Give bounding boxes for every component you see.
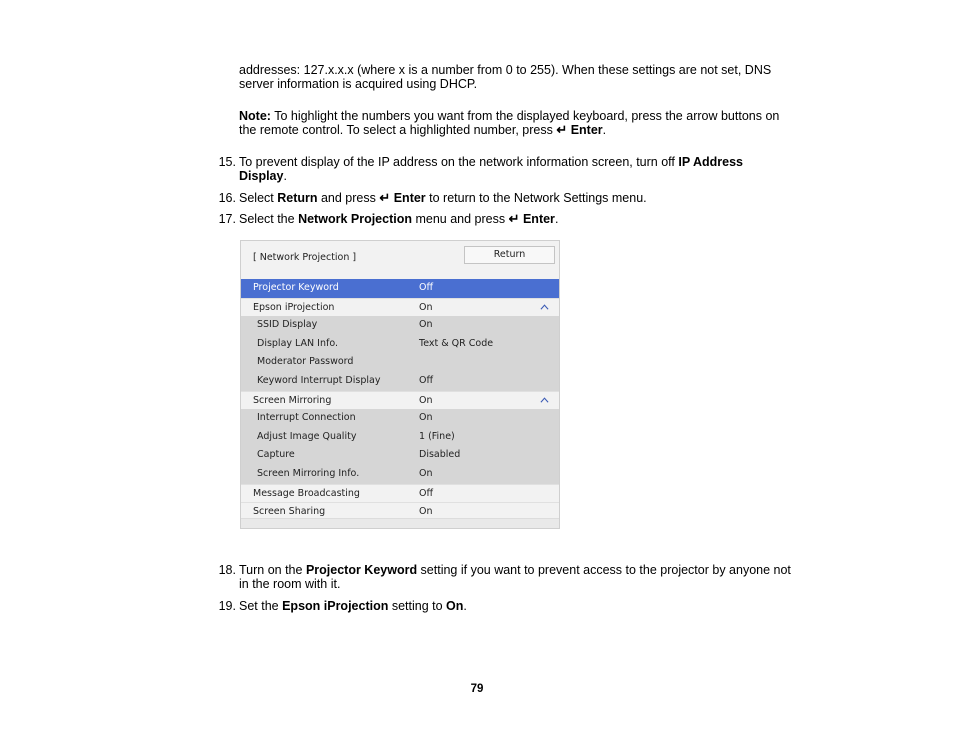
menu-row-value: 1 (Fine) <box>419 430 455 442</box>
menu-row-label: Keyword Interrupt Display <box>257 374 381 386</box>
step-15-bold: IP Address <box>678 155 743 169</box>
menu-row-value: On <box>419 394 433 406</box>
step-15-bold-2: Display <box>239 169 284 183</box>
menu-row-label: Screen Mirroring Info. <box>257 467 360 479</box>
network-projection-menu <box>240 240 560 529</box>
menu-row[interactable] <box>241 353 559 372</box>
menu-row-label: Display LAN Info. <box>257 337 339 349</box>
note-text-2: the remote control. To select a highlighted number, press <box>239 123 557 137</box>
menu-row-label: SSID Display <box>257 319 318 331</box>
menu-row-value: On <box>419 301 433 313</box>
step-17-text <box>239 212 829 226</box>
step-18-text <box>239 563 829 591</box>
menu-row-value: Off <box>419 282 434 293</box>
menu-row-value: On <box>419 467 433 479</box>
menu-row-label: Moderator Password <box>257 356 354 368</box>
step-19-bold-2: On <box>446 599 464 613</box>
step-16-text <box>239 191 829 205</box>
step-18-post: setting if you want to prevent access to the projector by anyone not <box>417 563 791 577</box>
step-16-pre: Select <box>239 191 278 205</box>
step-17-bold-1: Network Projection <box>298 212 412 226</box>
intro-line-2: server information is acquired using DHCP. <box>239 77 478 91</box>
menu-row-value: Off <box>419 374 434 386</box>
step-19-post: . <box>463 599 467 613</box>
menu-row-label: Projector Keyword <box>253 282 339 293</box>
step-16-post: to return to the Network Settings menu. <box>425 191 647 205</box>
menu-row[interactable] <box>241 316 559 335</box>
menu-row-label: Epson iProjection <box>253 301 335 313</box>
step-17-bold-2: Enter <box>519 212 555 226</box>
return-button[interactable]: Return <box>464 246 555 264</box>
menu-row-label: Interrupt Connection <box>257 412 356 424</box>
menu-row[interactable] <box>241 298 559 317</box>
menu-title: [ Network Projection ] <box>253 252 357 263</box>
step-15-pre: To prevent display of the IP address on the network information screen, turn off <box>239 155 679 169</box>
menu-row[interactable] <box>241 484 559 503</box>
step-number: 16. <box>218 191 236 205</box>
note-text-1: To highlight the numbers you want from the displayed keyboard, press the arrow buttons on <box>270 109 780 123</box>
step-19-mid: setting to <box>388 599 447 613</box>
menu-row-value: On <box>419 506 433 518</box>
step-17-pre: Select the <box>239 212 299 226</box>
note-paragraph <box>239 109 829 137</box>
step-number: 19. <box>218 599 236 613</box>
step-17-post: . <box>554 212 559 226</box>
step-17-mid: menu and press <box>412 212 509 226</box>
chevron-up-icon[interactable] <box>540 397 549 403</box>
menu-row-label: Message Broadcasting <box>253 487 360 499</box>
step-19-pre: Set the <box>239 599 283 613</box>
step-number: 18. <box>218 563 236 577</box>
step-19-text <box>239 599 829 613</box>
menu-row-label: Capture <box>257 449 295 461</box>
enter-icon: ↵ <box>508 211 520 226</box>
menu-row[interactable] <box>241 446 559 465</box>
note-end: . <box>602 123 607 137</box>
step-19-bold-1: Epson iProjection <box>282 599 389 613</box>
step-18-line-2: in the room with it. <box>239 577 341 591</box>
menu-row[interactable] <box>241 465 559 484</box>
step-15-post: . <box>283 169 287 183</box>
menu-rows <box>241 279 559 521</box>
menu-row-value: Off <box>419 487 434 499</box>
step-16-mid: and press <box>317 191 380 205</box>
menu-row[interactable] <box>241 279 559 298</box>
menu-row-value: Text & QR Code <box>419 337 494 349</box>
note-label: Note: <box>239 109 271 123</box>
chevron-up-icon[interactable] <box>540 304 549 310</box>
menu-row[interactable] <box>241 391 559 410</box>
menu-row-value: On <box>419 412 433 424</box>
step-18-bold: Projector Keyword <box>305 563 418 577</box>
note-enter-label: Enter <box>567 123 603 137</box>
enter-icon: ↵ <box>556 122 568 137</box>
menu-row-value: Disabled <box>419 449 461 461</box>
menu-row[interactable] <box>241 335 559 354</box>
enter-icon: ↵ <box>379 190 391 205</box>
menu-row-label: Screen Mirroring <box>253 394 332 406</box>
step-number: 15. <box>218 155 236 169</box>
menu-row-value: On <box>419 319 433 331</box>
menu-row-label: Adjust Image Quality <box>257 430 357 442</box>
step-16-bold-1: Return <box>277 191 318 205</box>
step-number: 17. <box>218 212 236 226</box>
step-15-text <box>239 155 829 183</box>
menu-bottom-bar <box>241 518 559 528</box>
step-18-pre: Turn on the <box>239 563 306 577</box>
menu-row-label: Screen Sharing <box>253 506 326 518</box>
page-number: 79 <box>470 683 484 695</box>
intro-line-1: addresses: 127.x.x.x (where x is a number from 0 to 255). When these settings are not set, DNS <box>239 63 772 77</box>
menu-row[interactable] <box>241 428 559 447</box>
menu-row[interactable] <box>241 372 559 391</box>
step-16-bold-2: Enter <box>390 191 426 205</box>
intro-paragraph <box>239 63 829 91</box>
menu-row[interactable] <box>241 409 559 428</box>
